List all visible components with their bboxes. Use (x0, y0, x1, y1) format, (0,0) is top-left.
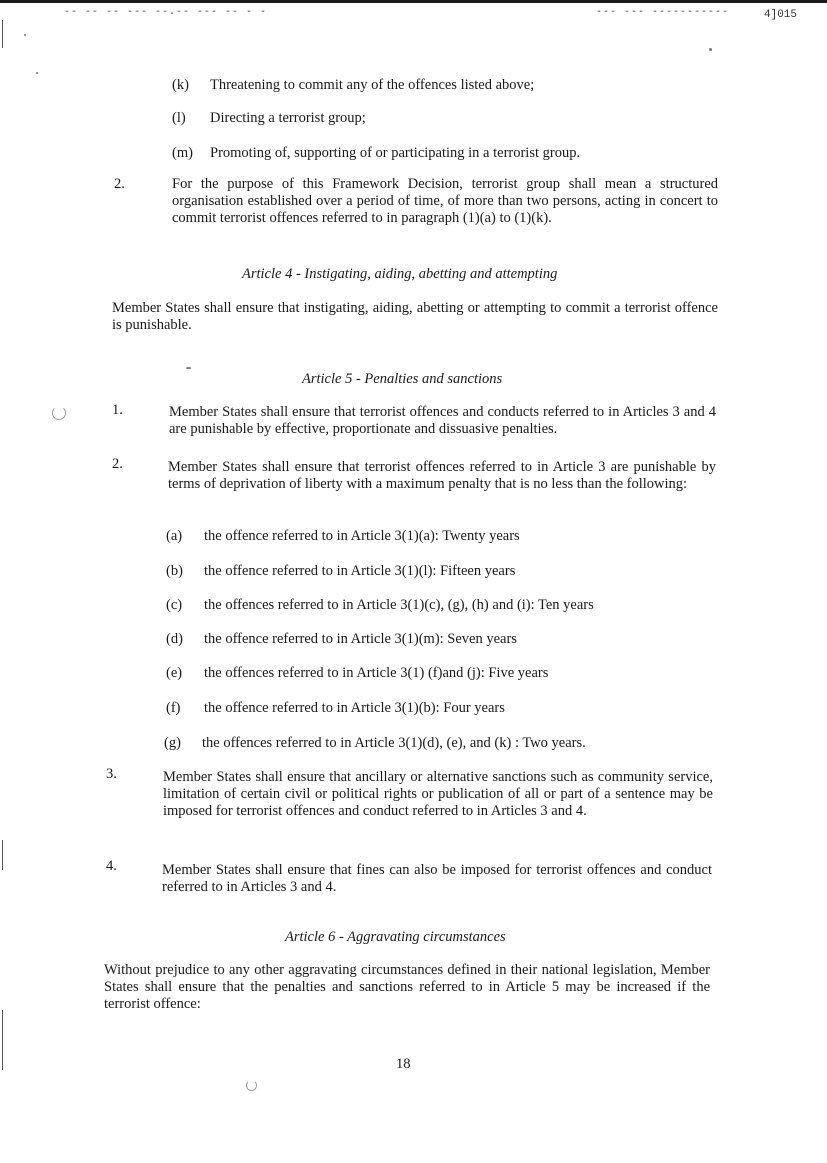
page-number: 18 (396, 1056, 411, 1072)
scan-speck (24, 34, 26, 36)
penalty-f-label: (f) (166, 700, 181, 716)
penalty-f-text: the offence referred to in Article 3(1)(b): Four years (204, 700, 505, 716)
item-m-label: (m) (172, 145, 193, 161)
paragraph-number: 2. (114, 176, 125, 192)
item-l-text: Directing a terrorist group; (210, 110, 366, 126)
paragraph-number: 2. (112, 456, 123, 472)
fax-header-left: -- -- -- --- --.-- --- -- - - (64, 7, 268, 18)
penalty-c-text: the offences referred to in Article 3(1)(c), (g), (h) and (i): Ten years (204, 597, 594, 613)
paragraph-number: 4. (106, 858, 117, 874)
terrorist-group-definition: For the purpose of this Framework Decision, terrorist group shall mean a structured organisation established over a period of time, of more than two persons, acting in concert to commit terrorist offences referred to in paragraph (1)(a) to (1)(k). (172, 176, 718, 226)
penalty-a-text: the offence referred to in Article 3(1)(a): Twenty years (204, 528, 520, 544)
penalty-g-label: (g) (164, 735, 181, 751)
penalty-a-label: (a) (166, 528, 183, 544)
scan-speck (36, 72, 38, 74)
article-4-text: Member States shall ensure that instigating, aiding, abetting or attempting to commit a terrorist offence is punishable. (112, 300, 718, 333)
article-6-text: Without prejudice to any other aggravating circumstances defined in their national legislation, Member States shall ensure that the penalties and sanctions referred to in Article 5 may be increased if the terrorist offence: (104, 962, 710, 1012)
scan-edge-mark (2, 20, 3, 48)
item-k-text: Threatening to commit any of the offences listed above; (210, 77, 535, 93)
article-5-paragraph-3: Member States shall ensure that ancillary or alternative sanctions such as community service, limitation of certain civil or political rights or publication of all or part of a sentence may be imposed for terrorist offences and conduct referred to in Articles 3 and 4. (163, 769, 713, 819)
scan-edge-mark (2, 1010, 3, 1070)
penalty-c-label: (c) (166, 597, 183, 613)
item-m-text: Promoting of, supporting of or participating in a terrorist group. (210, 145, 581, 161)
article-4-heading: Article 4 - Instigating, aiding, abetting and attempting (242, 266, 558, 282)
scan-speck (709, 48, 712, 51)
item-k-label: (k) (172, 77, 189, 93)
paragraph-number: 1. (112, 402, 123, 418)
penalty-b-label: (b) (166, 563, 183, 579)
fax-top-rule (0, 0, 827, 3)
scan-ring-mark (52, 406, 66, 420)
penalty-d-label: (d) (166, 631, 183, 647)
penalty-g-text: the offences referred to in Article 3(1)(d), (e), and (k) : Two years. (202, 735, 586, 751)
article-5-paragraph-4: Member States shall ensure that fines can also be imposed for terrorist offences and conduct referred to in Articles 3 and 4. (162, 862, 712, 895)
article-5-heading: Article 5 - Penalties and sanctions (302, 371, 503, 387)
fax-header-right: --- --- ----------- (596, 7, 730, 18)
penalty-d-text: the offence referred to in Article 3(1)(m): Seven years (204, 631, 517, 647)
penalty-e-text: the offences referred to in Article 3(1) (f)and (j): Five years (204, 665, 549, 681)
article-6-heading: Article 6 - Aggravating circumstances (285, 929, 506, 945)
scan-edge-mark (2, 840, 3, 870)
fax-page-counter: 4]015 (764, 9, 798, 21)
article-5-paragraph-1: Member States shall ensure that terrorist offences and conducts referred to in Articles 3 and 4 are punishable by effective, proportionate and dissuasive penalties. (169, 404, 716, 437)
scan-ring-mark (246, 1080, 257, 1091)
penalty-e-label: (e) (166, 665, 183, 681)
scan-speck (186, 367, 191, 369)
paragraph-number: 3. (106, 766, 117, 782)
article-5-paragraph-2: Member States shall ensure that terrorist offences referred to in Article 3 are punishable by terms of deprivation of liberty with a maximum penalty that is no less than the following: (168, 459, 716, 492)
penalty-b-text: the offence referred to in Article 3(1)(l): Fifteen years (204, 563, 516, 579)
item-l-label: (l) (172, 110, 186, 126)
